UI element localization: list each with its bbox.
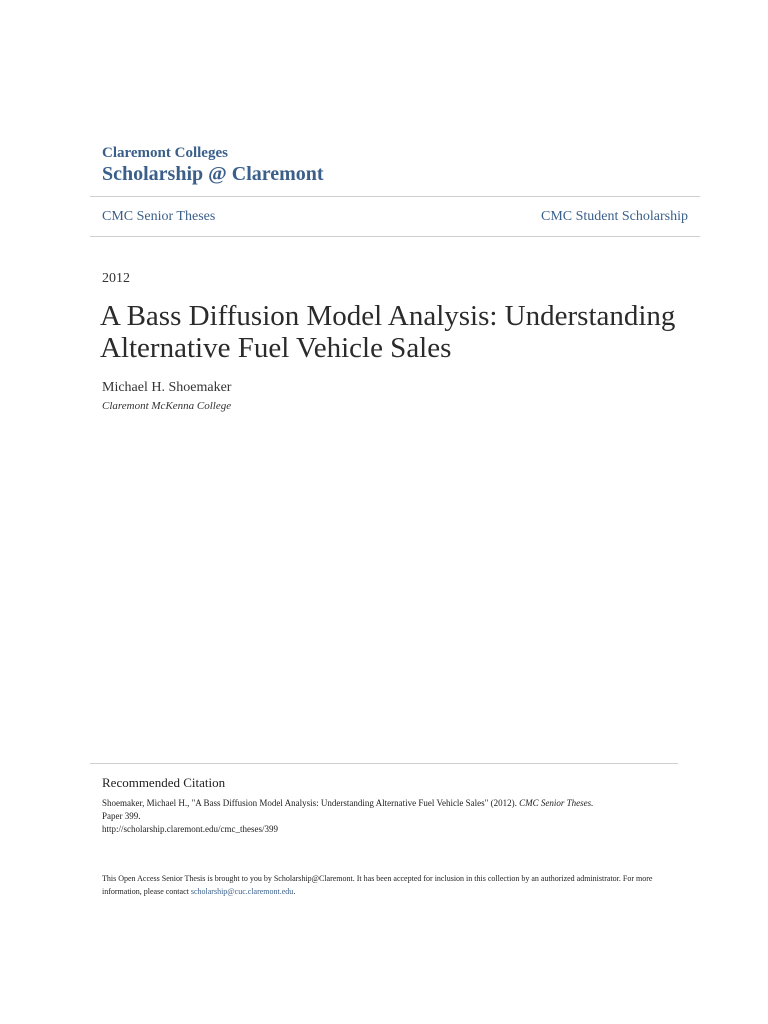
- citation-block: [102, 797, 682, 836]
- repository-header: [102, 145, 324, 186]
- citation-heading: Recommended Citation: [102, 775, 226, 790]
- citation-divider: [90, 763, 678, 764]
- repository-name[interactable]: Scholarship @ Claremont: [102, 163, 324, 185]
- notice-end: .: [293, 887, 296, 896]
- collection-link-senior-theses[interactable]: CMC Senior Theses: [102, 209, 216, 224]
- citation-text: Shoemaker, Michael H., "A Bass Diffusion Model Analysis: Understanding Alternative Fuel Vehicle Sales" (2012).: [102, 798, 517, 808]
- citation-paper-number: Paper 399.: [102, 811, 141, 821]
- publication-year: 2012: [102, 271, 130, 286]
- author-affiliation: Claremont McKenna College: [102, 400, 232, 412]
- collection-link-student-scholarship[interactable]: CMC Student Scholarship: [540, 209, 688, 224]
- contact-email-link[interactable]: scholarship@cuc.claremont.edu: [190, 887, 294, 896]
- paper-title: A Bass Diffusion Model Analysis: Understanding Alternative Fuel Vehicle Sales: [100, 300, 676, 364]
- notice-text: This Open Access Senior Thesis is brought to you by Scholarship@Claremont. It has been accepted for inclusion in this collection by an authorized administrator. For more information, please contact: [102, 874, 653, 896]
- citation-url[interactable]: http://scholarship.claremont.edu/cmc_theses/399: [102, 824, 278, 834]
- collection-bar: [90, 196, 700, 237]
- author-name: Michael H. Shoemaker: [102, 380, 232, 395]
- repository-parent-name[interactable]: Claremont Colleges: [102, 145, 228, 161]
- citation-series: CMC Senior Theses.: [519, 798, 594, 808]
- access-notice: [102, 872, 682, 898]
